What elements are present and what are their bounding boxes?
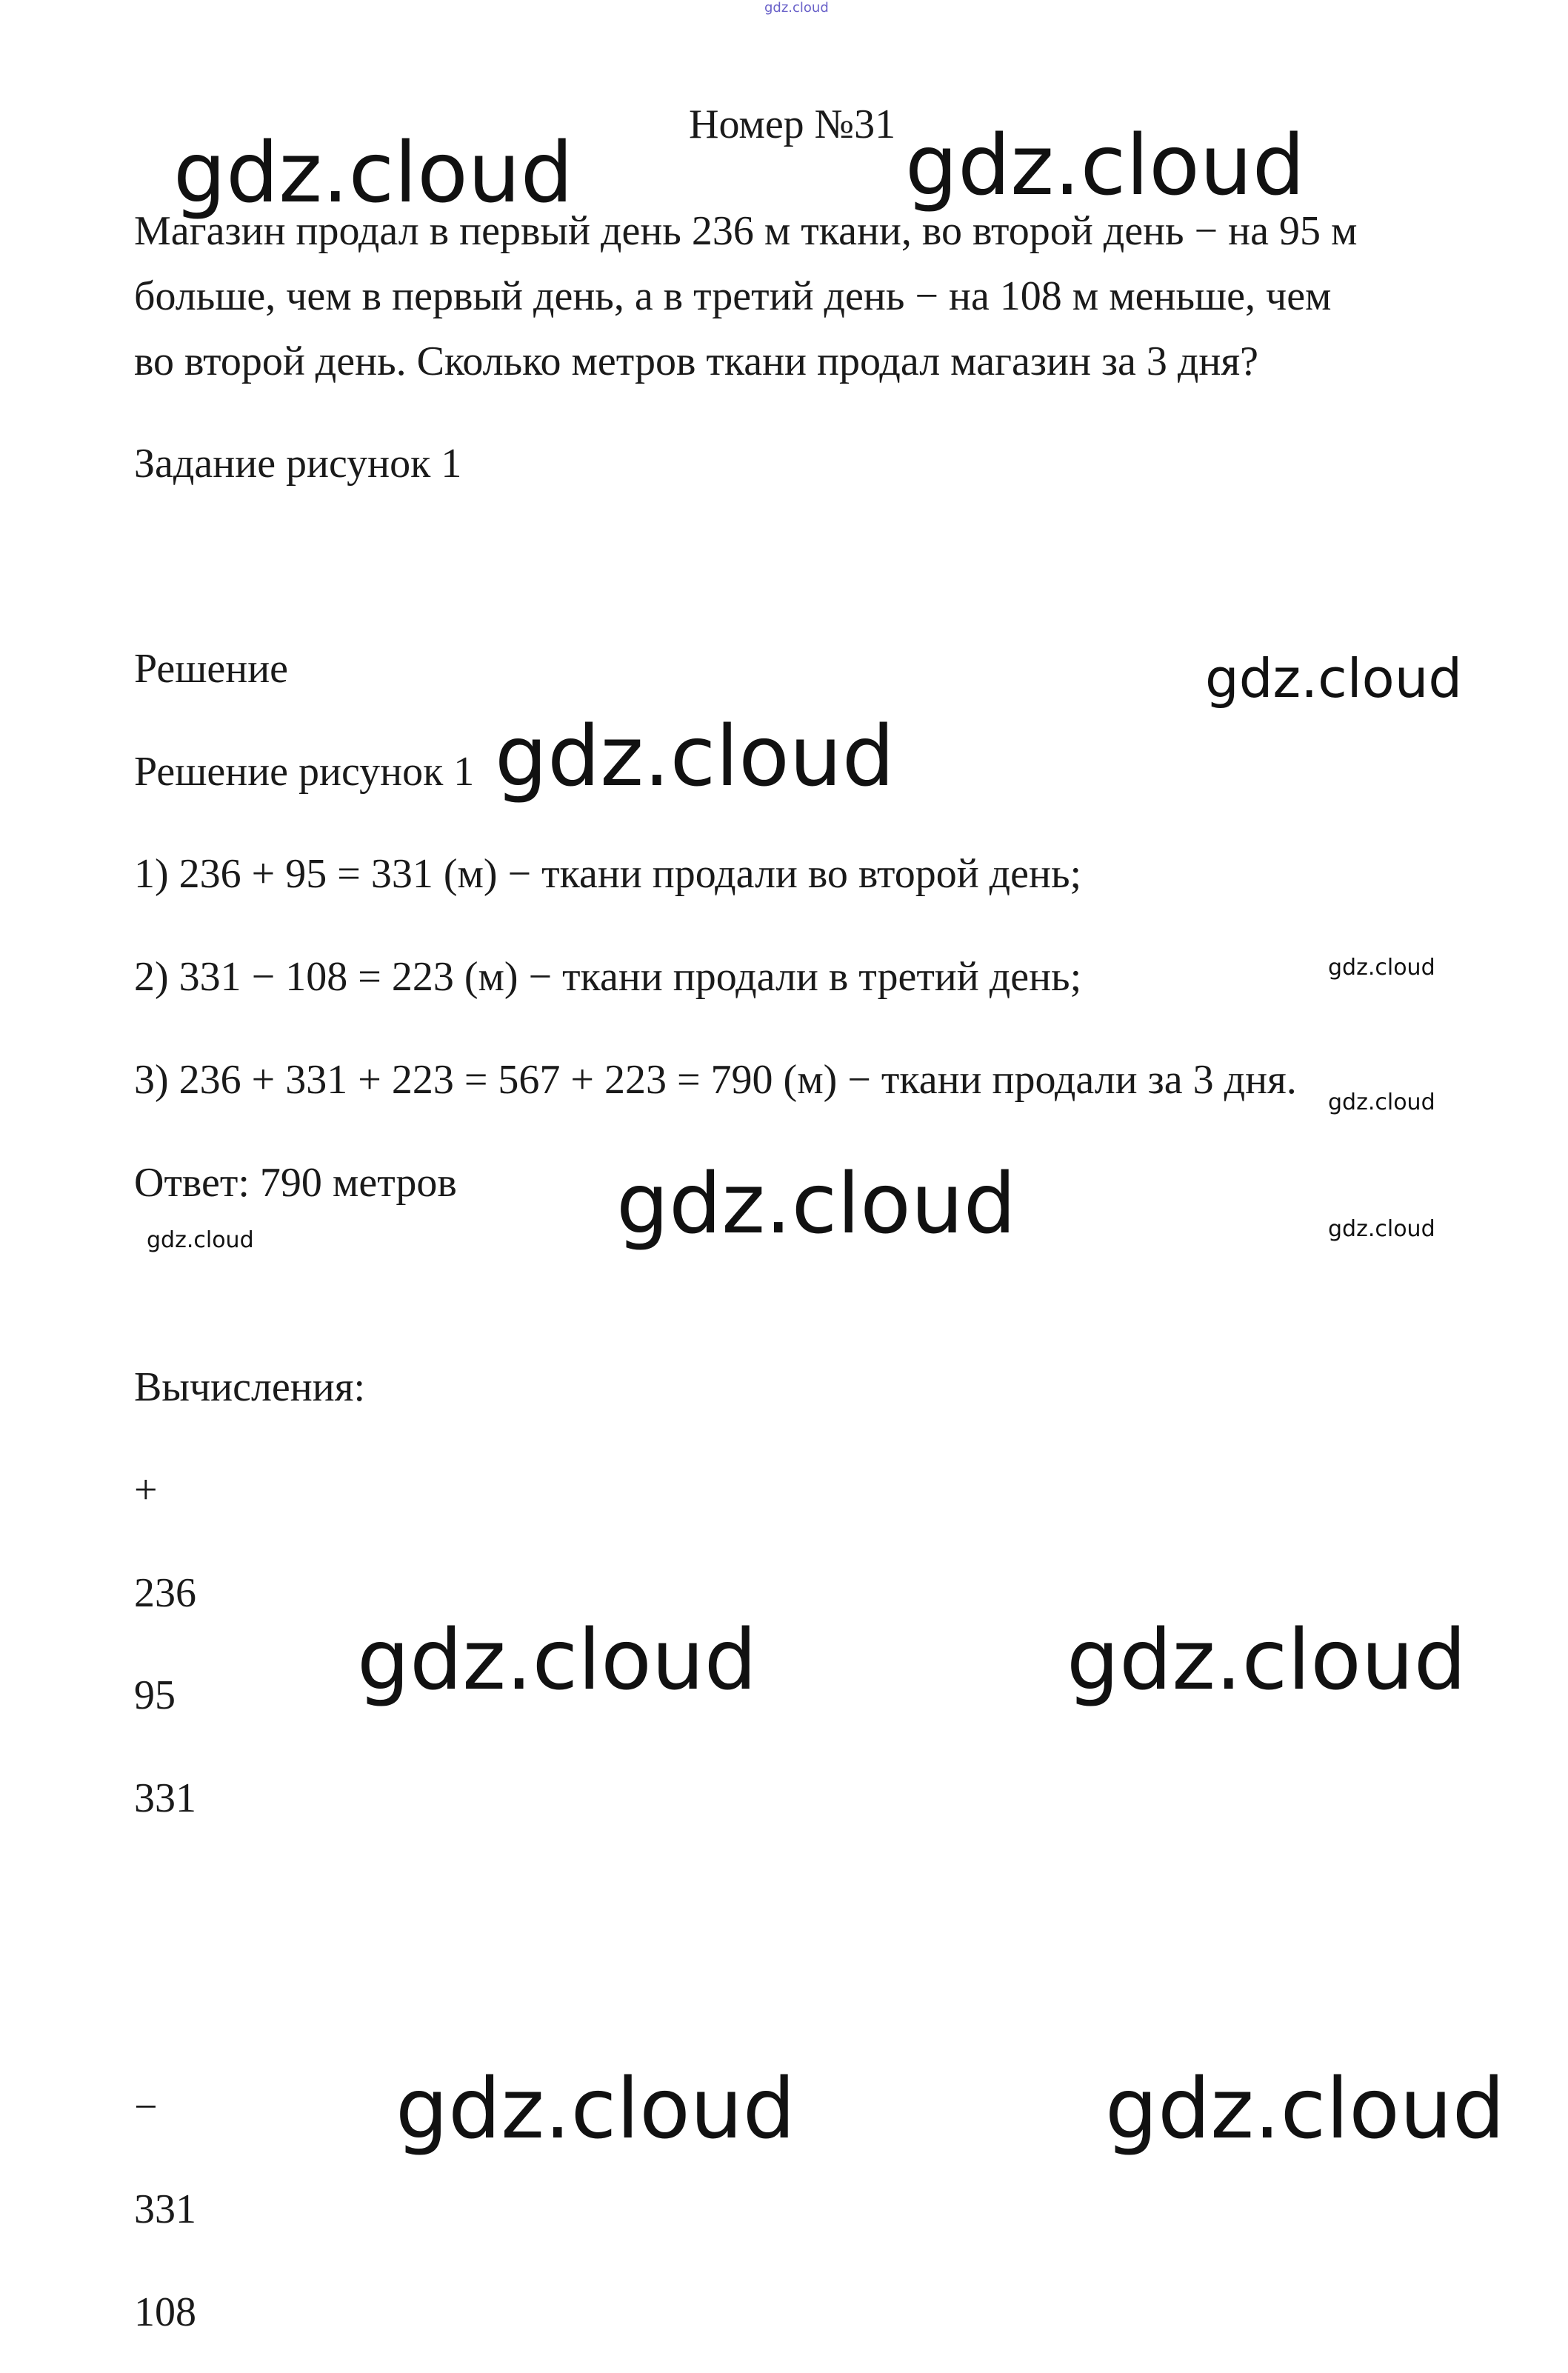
watermark: gdz.cloud xyxy=(147,1227,254,1253)
watermark: gdz.cloud xyxy=(1328,1089,1435,1115)
watermark: gdz.cloud xyxy=(616,1156,1016,1252)
watermark: gdz.cloud xyxy=(905,118,1305,214)
task-line-2: больше, чем в первый день, а в третий день − на 108 м меньше, чем xyxy=(134,273,1332,319)
solution-figure-label: Решение рисунок 1 xyxy=(134,749,475,795)
solution-step-2: 2) 331 − 108 = 223 (м) − ткани продали в третий день; xyxy=(134,954,1082,1000)
calculations-heading: Вычисления: xyxy=(134,1364,366,1410)
addition-operand-1: 236 xyxy=(134,1570,196,1616)
watermark: gdz.cloud xyxy=(1328,955,1435,981)
watermark: gdz.cloud xyxy=(495,709,895,805)
subtraction-operand-1: 331 xyxy=(134,2186,196,2232)
watermark: gdz.cloud xyxy=(1067,1612,1467,1709)
addition-sign: + xyxy=(134,1467,158,1513)
solution-step-3: 3) 236 + 331 + 223 = 567 + 223 = 790 (м) − ткани продали за 3 дня. xyxy=(134,1057,1297,1103)
watermark: gdz.cloud xyxy=(357,1612,757,1709)
watermark: gdz.cloud xyxy=(1105,2061,1505,2157)
addition-result: 331 xyxy=(134,1775,196,1821)
watermark: gdz.cloud xyxy=(173,125,573,221)
watermark: gdz.cloud xyxy=(396,2061,795,2157)
solution-step-1: 1) 236 + 95 = 331 (м) − ткани продали во второй день; xyxy=(134,851,1082,897)
answer-line: Ответ: 790 метров xyxy=(134,1160,457,1206)
task-figure-label: Задание рисунок 1 xyxy=(134,441,462,487)
page-title: Номер №31 xyxy=(689,101,896,147)
watermark-top: gdz.cloud xyxy=(764,0,829,16)
task-line-1: Магазин продал в первый день 236 м ткани, во второй день − на 95 м xyxy=(134,208,1358,254)
watermark: gdz.cloud xyxy=(1328,1216,1435,1242)
subtraction-sign: − xyxy=(134,2084,158,2130)
solution-heading: Решение xyxy=(134,646,289,692)
watermark: gdz.cloud xyxy=(1205,647,1463,710)
task-line-3: во второй день. Сколько метров ткани продал магазин за 3 дня? xyxy=(134,338,1258,384)
subtraction-operand-2: 108 xyxy=(134,2289,196,2335)
addition-operand-2: 95 xyxy=(134,1672,176,1718)
